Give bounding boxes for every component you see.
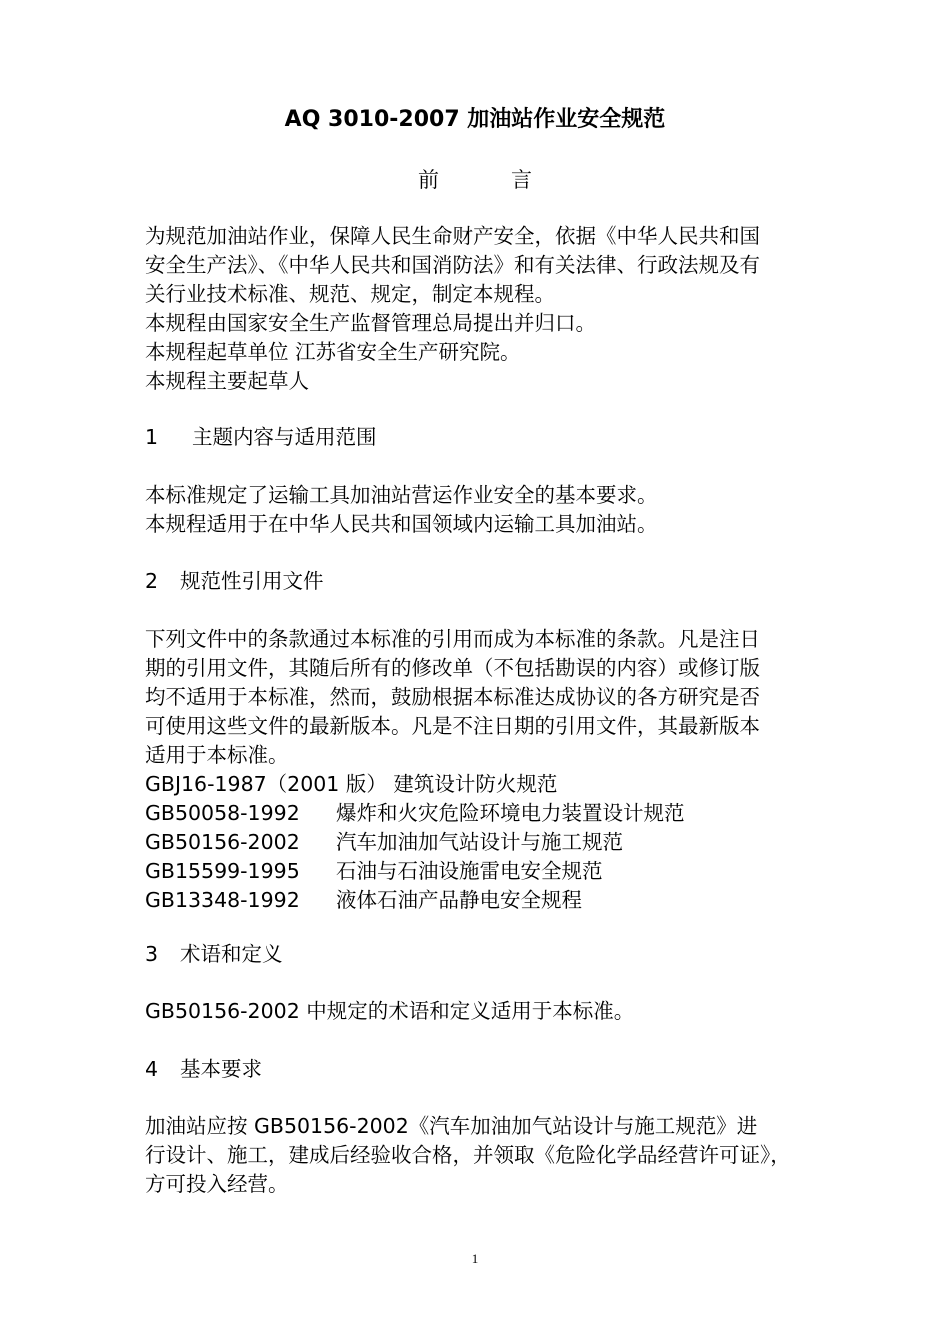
section-1-line: 本规程适用于在中华人民共和国领域内运输工具加油站。 — [145, 512, 658, 536]
section-4-number: 4 — [145, 1057, 159, 1081]
page-number: 1 — [471, 1251, 479, 1266]
section-4-line: 加油站应按 GB50156-2002《汽车加油加气站设计与施工规范》进 — [145, 1114, 758, 1138]
section-2-number: 2 — [145, 569, 159, 593]
section-3-title: 术语和定义 — [180, 942, 283, 966]
preface-char-1: 前 — [418, 168, 439, 192]
intro-line: 本规程由国家安全生产监督管理总局提出并归口。 — [145, 311, 596, 335]
intro-line: 安全生产法》、《中华人民共和国消防法》和有关法律、行政法规及有 — [145, 253, 760, 277]
intro-line: 为规范加油站作业，保障人民生命财产安全，依据《中华人民共和国 — [145, 224, 760, 248]
reference-name: 爆炸和火灾危险环境电力装置设计规范 — [336, 801, 685, 825]
section-1-body — [145, 481, 813, 539]
intro-line: 本规程起草单位 江苏省安全生产研究院。 — [145, 340, 521, 364]
reference-name: 汽车加油加气站设计与施工规范 — [336, 830, 623, 854]
reference-code: GB15599-1995 — [145, 859, 300, 883]
section-2-line: 适用于本标准。 — [145, 743, 289, 767]
section-4-heading — [145, 1055, 813, 1084]
reference-name: 石油与石油设施雷电安全规范 — [336, 859, 603, 883]
preface-heading — [0, 165, 950, 195]
reference-item — [145, 886, 813, 915]
intro-line: 关行业技术标准、规范、规定，制定本规程。 — [145, 282, 555, 306]
intro-paragraph — [145, 222, 813, 396]
section-3-line: GB50156-2002 中规定的术语和定义适用于本标准。 — [145, 999, 635, 1023]
section-2-heading — [145, 567, 813, 596]
section-1-line: 本标准规定了运输工具加油站营运作业安全的基本要求。 — [145, 483, 658, 507]
reference-item — [145, 857, 813, 886]
section-1-heading — [145, 423, 813, 452]
section-4-body — [145, 1112, 813, 1199]
section-2-line: 期的引用文件，其随后所有的修改单（不包括勘误的内容）或修订版 — [145, 656, 760, 680]
section-1-number: 1 — [145, 425, 159, 449]
section-3-number: 3 — [145, 942, 159, 966]
section-4-line: 方可投入经营。 — [145, 1172, 289, 1196]
reference-code: GB13348-1992 — [145, 888, 300, 912]
intro-line: 本规程主要起草人 — [145, 369, 309, 393]
section-4-line: 行设计、施工，建成后经验收合格，并领取《危险化学品经营许可证》， — [145, 1143, 791, 1167]
reference-code: GB50156-2002 — [145, 830, 300, 854]
section-3-heading — [145, 940, 813, 969]
reference-code: GB50058-1992 — [145, 801, 300, 825]
reference-name: 液体石油产品静电安全规程 — [336, 888, 582, 912]
reference-item — [145, 799, 813, 828]
section-1-title: 主题内容与适用范围 — [192, 425, 377, 449]
reference-item: GBJ16-1987（2001 版） 建筑设计防火规范 — [145, 772, 558, 796]
section-2-body — [145, 625, 813, 915]
section-2-line: 可使用这些文件的最新版本。凡是不注日期的引用文件，其最新版本 — [145, 714, 760, 738]
section-2-line: 均不适用于本标准，然而，鼓励根据本标准达成协议的各方研究是否 — [145, 685, 760, 709]
section-3-body — [145, 997, 813, 1026]
document-title: AQ 3010-2007 加油站作业安全规范 — [284, 107, 666, 132]
section-4-title: 基本要求 — [180, 1057, 262, 1081]
section-2-title: 规范性引用文件 — [180, 569, 324, 593]
section-2-line: 下列文件中的条款通过本标准的引用而成为本标准的条款。凡是注日 — [145, 627, 760, 651]
reference-item — [145, 828, 813, 857]
preface-char-2: 言 — [511, 168, 532, 192]
